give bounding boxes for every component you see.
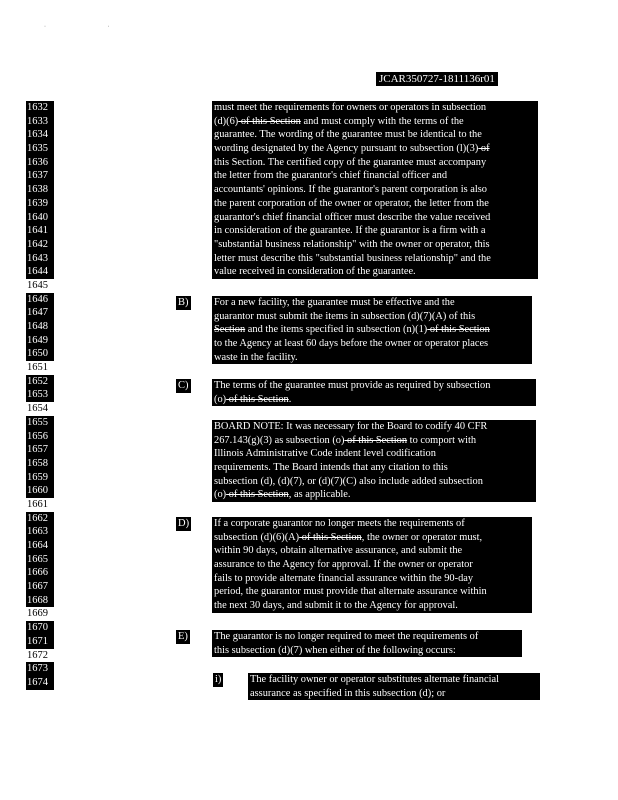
paragraph-b (212, 296, 532, 364)
label-c: C) (178, 380, 189, 391)
text-line: Section and the items specified in subsection (n)(1) of this Section (214, 324, 490, 336)
text-line: assurance as specified in this subsection (d); or (250, 687, 446, 699)
line-number: 1647 (26, 306, 54, 320)
document-id: JCAR350727-1811136r01 (376, 72, 498, 86)
line-number: 1667 (26, 580, 54, 594)
text-line: the parent corporation of the owner or operator, the letter from the (214, 197, 489, 209)
text-line: (o) of this Section, as applicable. (214, 489, 351, 501)
text-line: wording designated by the Agency pursuant to subsection (l)(3) of (214, 143, 490, 155)
line-number: 1656 (26, 430, 54, 444)
paragraph-i (248, 673, 540, 700)
text-line: the next 30 days, and submit it to the Agency for approval. (214, 600, 458, 612)
text-line: For a new facility, the guarantee must be effective and the (214, 297, 455, 308)
line-number: 1645 (27, 279, 48, 291)
line-number: 1655 (26, 416, 54, 430)
label-b: B) (178, 297, 189, 308)
text-line: this subsection (d)(7) when either of the following occurs: (214, 644, 456, 656)
text-line: letter must describe this "substantial business relationship" and the (214, 252, 491, 264)
text-line: requirements. The Board intends that any citation to this (214, 462, 448, 474)
line-number: 1635 (26, 142, 54, 156)
text-line: guarantee. The wording of the guarantee must be identical to the (214, 129, 482, 141)
line-number: 1648 (26, 320, 54, 334)
line-number: 1636 (26, 156, 54, 170)
line-number: 1669 (27, 608, 48, 620)
line-number: 1661 (27, 498, 48, 510)
paragraph-a (212, 101, 538, 279)
text-line: BOARD NOTE: It was necessary for the Board to codify 40 CFR (214, 421, 488, 432)
line-number: 1652 (26, 375, 54, 389)
line-number: 1640 (26, 211, 54, 225)
text-line: subsection (d), (d)(7), or (d)(7)(C) also include added subsection (214, 475, 483, 487)
line-number: 1646 (26, 293, 54, 307)
text-line: guarantor must submit the items in subsection (d)(7)(A) of this (214, 310, 476, 322)
line-number: 1659 (26, 471, 54, 485)
line-number: 1664 (26, 539, 54, 553)
line-number: 1651 (27, 362, 48, 374)
board-note (212, 420, 536, 502)
label-i: i) (215, 674, 222, 685)
line-number: 1637 (26, 169, 54, 183)
line-number: 1639 (26, 197, 54, 211)
text-line: guarantor's chief financial officer must describe the value received (214, 211, 491, 223)
line-number: 1665 (26, 553, 54, 567)
text-line: value received in consideration of the guarantee. (214, 266, 416, 278)
text-line: within 90 days, obtain alternative assurance, and submit the (214, 545, 463, 557)
text-line: The facility owner or operator substitutes alternate financial (250, 674, 499, 685)
line-number: 1666 (26, 566, 54, 580)
line-number: 1657 (26, 443, 54, 457)
line-number: 1649 (26, 334, 54, 348)
text-line: waste in the facility. (214, 351, 298, 363)
line-number: 1642 (26, 238, 54, 252)
text-line: If a corporate guarantor no longer meets the requirements of (214, 518, 465, 529)
line-number: 1662 (26, 512, 54, 526)
line-number: 1670 (26, 621, 54, 635)
line-number: 1641 (26, 224, 54, 238)
text-line: (d)(6) of this Section and must comply with the terms of the (214, 115, 464, 127)
line-number: 1650 (26, 347, 54, 361)
line-number: 1660 (26, 484, 54, 498)
paragraph-e (212, 630, 522, 657)
line-number: 1632 (26, 101, 54, 115)
text-line: accountants' opinions. If the guarantor's parent corporation is also (214, 184, 487, 196)
paragraph-c (212, 379, 536, 406)
text-line: The guarantor is no longer required to meet the requirements of (214, 631, 479, 642)
label-d: D) (178, 518, 190, 529)
text-line: "substantial business relationship" with the owner or operator, this (214, 238, 490, 250)
line-number: 1671 (26, 635, 54, 649)
line-number: 1638 (26, 183, 54, 197)
line-number: 1663 (26, 525, 54, 539)
text-line: to the Agency at least 60 days before the owner or operator places (214, 338, 489, 350)
line-number: 1668 (26, 594, 54, 608)
text-line: assurance to the Agency for approval. If the owner or operator (214, 559, 473, 571)
scan-specks: · · (44, 24, 140, 30)
line-number: 1673 (26, 662, 54, 676)
line-number: 1674 (26, 676, 54, 690)
line-number: 1644 (26, 265, 54, 279)
text-line: fails to provide alternate financial assurance within the 90-day (214, 572, 474, 584)
line-number: 1654 (27, 403, 48, 415)
text-line: in consideration of the guarantee. If the guarantor is a firm with a (214, 225, 486, 237)
text-line: (o) of this Section. (214, 393, 292, 405)
line-number: 1672 (27, 649, 48, 661)
line-number: 1643 (26, 252, 54, 266)
label-e: E) (178, 631, 188, 642)
paragraph-d (212, 517, 532, 613)
line-number-column (26, 101, 54, 690)
text-line: Illinois Administrative Code indent level codification (214, 448, 436, 460)
line-number: 1653 (26, 388, 54, 402)
text-line: must meet the requirements for owners or operators in subsection (214, 102, 487, 113)
line-number: 1634 (26, 128, 54, 142)
text-line: the letter from the guarantor's chief financial officer and (214, 170, 448, 182)
line-number: 1658 (26, 457, 54, 471)
text-line: this Section. The certified copy of the guarantee must accompany (214, 156, 487, 168)
text-line: The terms of the guarantee must provide as required by subsection (214, 380, 491, 391)
text-line: subsection (d)(6)(A) of this Section, the owner or operator must, (214, 531, 483, 543)
text-line: 267.143(g)(3) as subsection (o) of this Section to comport with (214, 434, 477, 446)
text-line: period, the guarantor must provide that alternate assurance within (214, 586, 487, 598)
line-number: 1633 (26, 115, 54, 129)
